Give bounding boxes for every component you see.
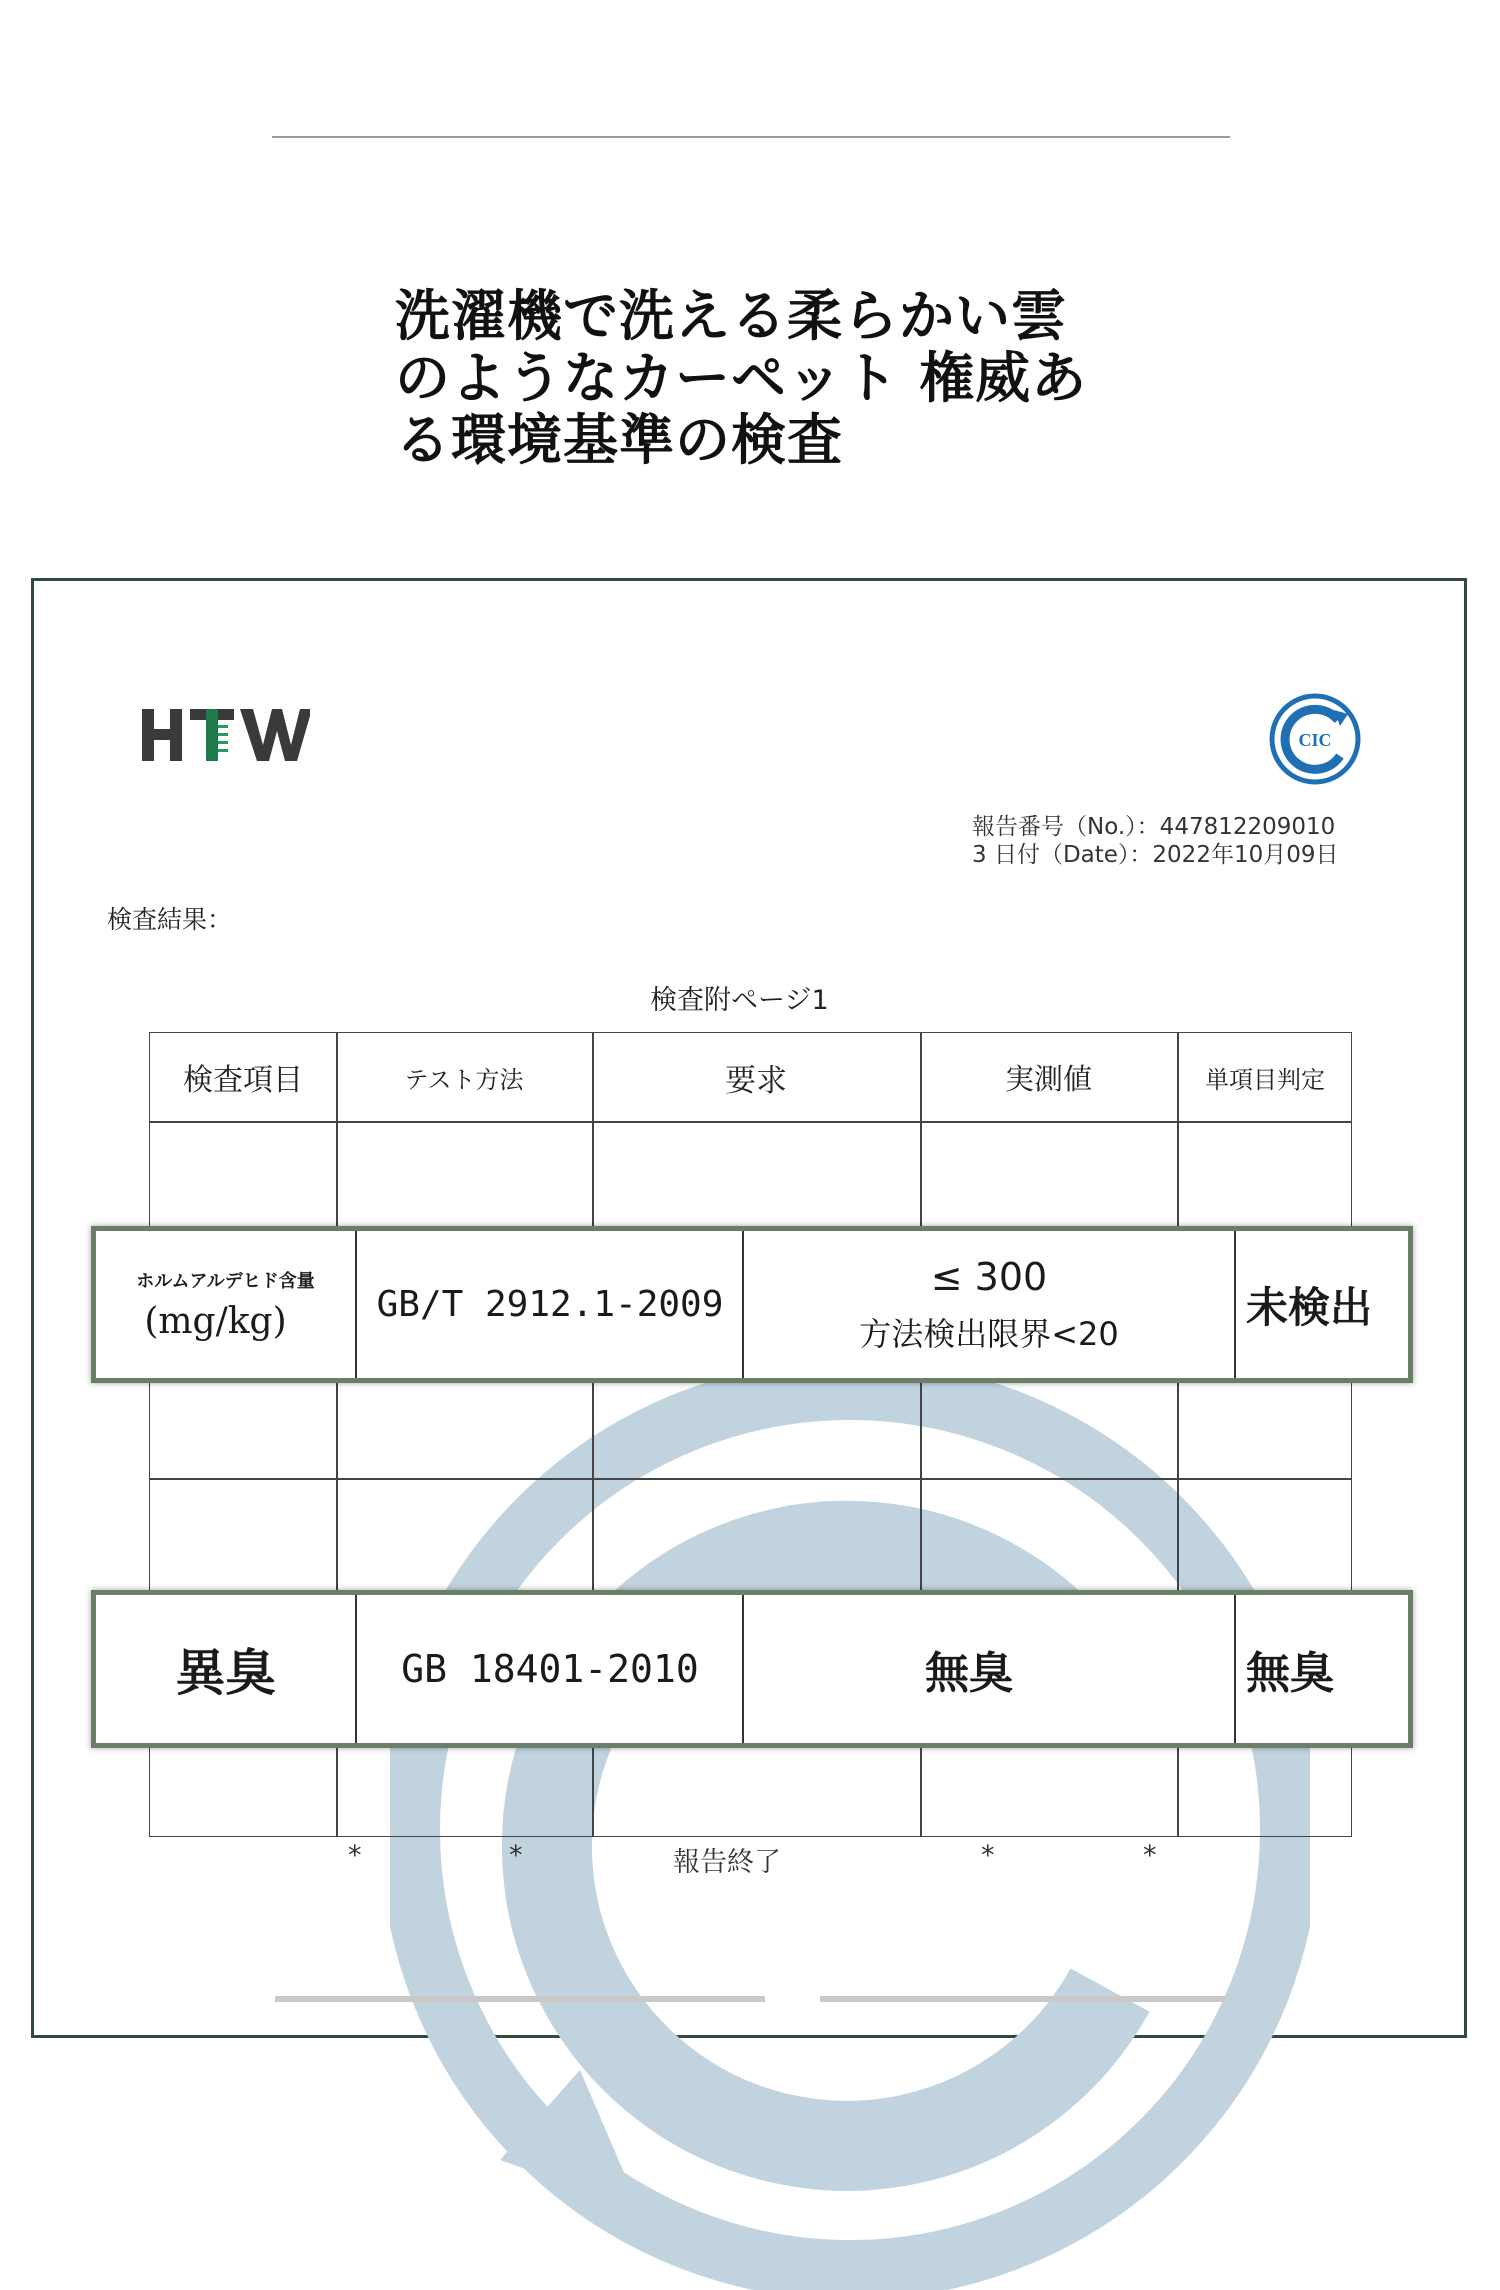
htw-logo: [140, 705, 310, 765]
end-star: *: [1143, 1840, 1157, 1871]
header-requirement: 要求: [725, 1062, 787, 1099]
headline-line-1: 洗濯機で洗える柔らかい雲: [395, 284, 1068, 348]
page-label: 検査附ページ1: [650, 985, 829, 1016]
cell-result: 無臭: [1246, 1648, 1334, 1699]
end-star: *: [981, 1840, 995, 1871]
header-method: テスト方法: [404, 1065, 524, 1094]
end-star: *: [509, 1840, 523, 1871]
item-unit: (mg/kg): [144, 1301, 287, 1342]
bottom-bar: [275, 1996, 765, 2002]
highlight-row-formaldehyde: [91, 1226, 1413, 1383]
headline-line-2: のようなカーペット 権威あ: [395, 346, 1088, 410]
section-label: 検査結果：: [107, 905, 233, 934]
end-star: *: [348, 1840, 362, 1871]
requirement-note: 方法検出限界<20: [859, 1314, 1119, 1353]
headline: [395, 285, 1155, 471]
report-meta: [972, 813, 1338, 869]
cic-logo-text: CIC: [1298, 730, 1332, 750]
bottom-bar: [820, 1996, 1225, 2002]
highlight-row-odor: [91, 1590, 1413, 1748]
header-item: 検査項目: [183, 1063, 303, 1098]
cell-divider: [355, 1595, 357, 1743]
row-divider: [150, 1478, 1351, 1480]
header-judgement: 単項目判定: [1205, 1065, 1325, 1094]
end-label: 報告終了: [673, 1847, 781, 1878]
item-name: ホルムアルデヒド含量: [136, 1271, 315, 1292]
requirement-value: ≤ 300: [930, 1254, 1048, 1299]
row-divider: [150, 1121, 1351, 1123]
cell-divider: [355, 1231, 357, 1378]
cell-item: 異臭: [175, 1644, 276, 1702]
cell-requirement: [744, 1231, 1234, 1378]
cell-requirement: 無臭: [925, 1648, 1013, 1699]
cell-method: GB 18401-2010: [401, 1647, 699, 1691]
headline-line-3: る環境基準の検査: [395, 408, 844, 472]
cic-logo-icon: [1268, 692, 1362, 786]
cell-method: GB/T 2912.1-2009: [376, 1284, 724, 1325]
report-number: 報告番号（No.）：447812209010: [972, 814, 1336, 840]
cell-result: 未検出: [1246, 1282, 1373, 1332]
report-date: 3 日付（Date）：2022年10月09日: [972, 842, 1339, 868]
top-divider: [272, 136, 1230, 138]
cell-item: [96, 1231, 355, 1378]
header-measured: 実測値: [1004, 1061, 1092, 1096]
